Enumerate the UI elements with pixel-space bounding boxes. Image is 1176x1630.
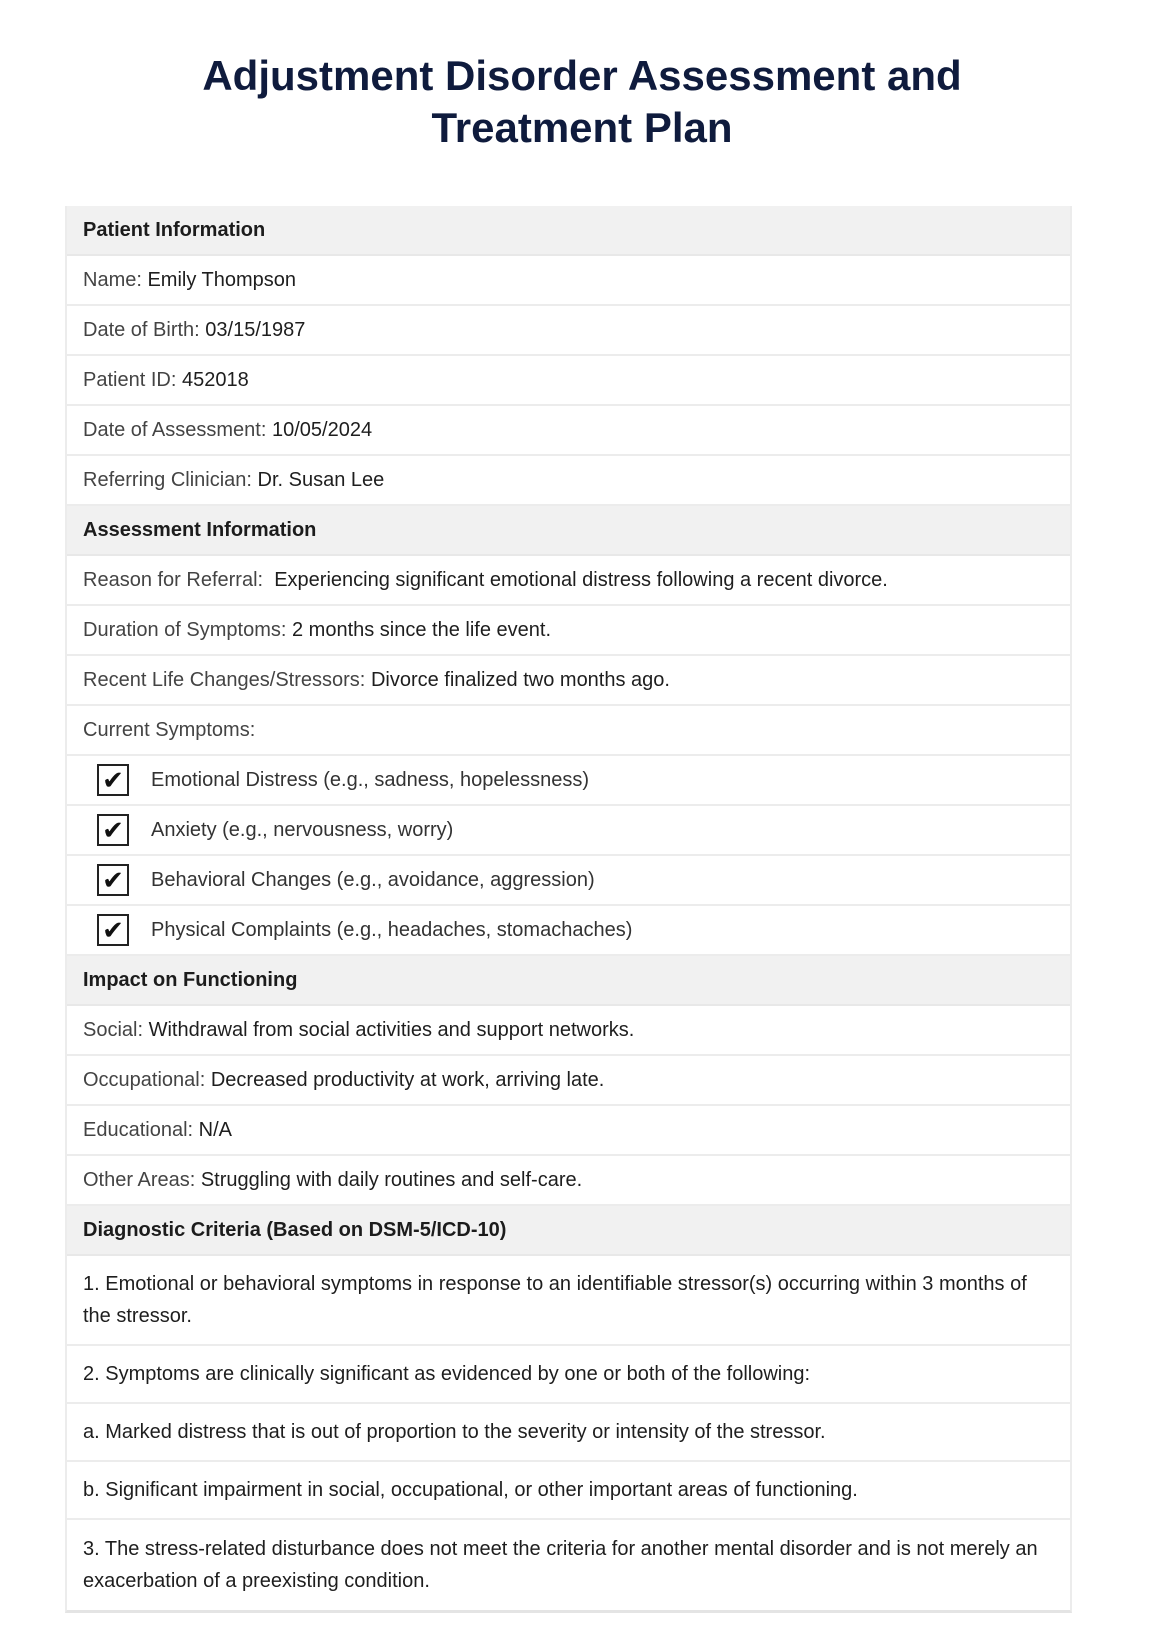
field-row-patient-id bbox=[67, 356, 1070, 406]
field-value[interactable]: 03/15/1987 bbox=[205, 318, 306, 341]
page-title-line2: Treatment Plan bbox=[431, 104, 733, 151]
field-label: Referring Clinician: bbox=[83, 468, 252, 491]
field-value[interactable]: 452018 bbox=[181, 368, 249, 391]
field-label: Name: bbox=[83, 268, 142, 291]
field-value[interactable]: 2 months since the life event. bbox=[291, 618, 552, 641]
field-label: Recent Life Changes/Stressors: bbox=[83, 668, 366, 691]
field-value[interactable]: Dr. Susan Lee bbox=[257, 468, 385, 491]
field-row-other-areas bbox=[67, 1156, 1070, 1206]
checkbox-checked-icon[interactable]: ✔ bbox=[97, 764, 129, 796]
criteria-text: b. Significant impairment in social, occupational, or other important areas of functioning. bbox=[83, 1478, 858, 1501]
section-header-impact-on-functioning bbox=[67, 956, 1070, 1006]
symptom-label: Behavioral Changes (e.g., avoidance, aggression) bbox=[151, 868, 595, 891]
field-value[interactable]: Withdrawal from social activities and support networks. bbox=[148, 1018, 635, 1041]
criteria-item-2 bbox=[67, 1346, 1070, 1404]
field-row-occupational bbox=[67, 1056, 1070, 1106]
field-label: Occupational: bbox=[83, 1068, 206, 1091]
criteria-text: a. Marked distress that is out of proportion to the severity or intensity of the stressor. bbox=[83, 1420, 826, 1443]
checkbox-checked-icon[interactable]: ✔ bbox=[97, 914, 129, 946]
field-label: Other Areas: bbox=[83, 1168, 196, 1191]
symptom-item-emotional-distress[interactable] bbox=[67, 756, 1070, 806]
field-row-duration-of-symptoms bbox=[67, 606, 1070, 656]
field-value[interactable]: Decreased productivity at work, arriving late. bbox=[210, 1068, 605, 1091]
field-value[interactable]: Struggling with daily routines and self-care. bbox=[200, 1168, 583, 1191]
field-row-date-of-assessment bbox=[67, 406, 1070, 456]
field-value[interactable]: 10/05/2024 bbox=[271, 418, 373, 441]
field-value[interactable]: Experiencing significant emotional distress following a recent divorce. bbox=[274, 568, 888, 591]
section-header-assessment-information bbox=[67, 506, 1070, 556]
checkbox-checked-icon[interactable]: ✔ bbox=[97, 864, 129, 896]
assessment-form-table bbox=[65, 206, 1072, 1613]
field-label: Duration of Symptoms: bbox=[83, 618, 287, 641]
page-title-line1: Adjustment Disorder Assessment and bbox=[202, 52, 962, 99]
field-row-referring-clinician bbox=[67, 456, 1070, 506]
criteria-item-1 bbox=[67, 1256, 1070, 1346]
section-header-patient-information bbox=[67, 206, 1070, 256]
symptom-item-behavioral-changes[interactable] bbox=[67, 856, 1070, 906]
field-value[interactable]: Divorce finalized two months ago. bbox=[370, 668, 670, 691]
field-row-date-of-birth bbox=[67, 306, 1070, 356]
field-row-name bbox=[67, 256, 1070, 306]
symptom-item-physical-complaints[interactable] bbox=[67, 906, 1070, 956]
symptom-label: Physical Complaints (e.g., headaches, stomachaches) bbox=[151, 918, 633, 941]
symptom-label: Anxiety (e.g., nervousness, worry) bbox=[151, 818, 454, 841]
checkbox-checked-icon[interactable]: ✔ bbox=[97, 814, 129, 846]
field-label: Reason for Referral: bbox=[83, 568, 264, 591]
field-label: Educational: bbox=[83, 1118, 194, 1141]
symptom-label: Emotional Distress (e.g., sadness, hopelessness) bbox=[151, 768, 589, 791]
field-label: Date of Assessment: bbox=[83, 418, 267, 441]
criteria-item-2b bbox=[67, 1462, 1070, 1520]
field-value[interactable]: N/A bbox=[198, 1118, 232, 1141]
criteria-text: 1. Emotional or behavioral symptoms in response to an identifiable stressor(s) occurring within 3 months of the stressor. bbox=[83, 1273, 1027, 1327]
criteria-text: 2. Symptoms are clinically significant as evidenced by one or both of the following: bbox=[83, 1362, 811, 1385]
field-row-recent-life-changes bbox=[67, 656, 1070, 706]
field-value[interactable]: Emily Thompson bbox=[147, 268, 297, 291]
criteria-item-3 bbox=[67, 1520, 1070, 1610]
criteria-text: 3. The stress-related disturbance does not meet the criteria for another mental disorder and is not merely an exacerbation of a preexisting condition. bbox=[83, 1538, 1038, 1592]
current-symptoms-label: Current Symptoms: bbox=[83, 718, 256, 741]
section-title: Diagnostic Criteria (Based on DSM-5/ICD-10) bbox=[83, 1218, 507, 1241]
page-title bbox=[0, 50, 1164, 154]
section-title: Patient Information bbox=[83, 218, 266, 241]
current-symptoms-label-row bbox=[67, 706, 1070, 756]
field-row-educational bbox=[67, 1106, 1070, 1156]
field-label: Patient ID: bbox=[83, 368, 177, 391]
field-row-reason-for-referral bbox=[67, 556, 1070, 606]
field-label: Social: bbox=[83, 1018, 144, 1041]
symptom-item-anxiety[interactable] bbox=[67, 806, 1070, 856]
section-header-diagnostic-criteria bbox=[67, 1206, 1070, 1256]
field-label: Date of Birth: bbox=[83, 318, 200, 341]
section-title: Impact on Functioning bbox=[83, 968, 298, 991]
criteria-item-2a bbox=[67, 1404, 1070, 1462]
section-title: Assessment Information bbox=[83, 518, 317, 541]
field-row-social bbox=[67, 1006, 1070, 1056]
